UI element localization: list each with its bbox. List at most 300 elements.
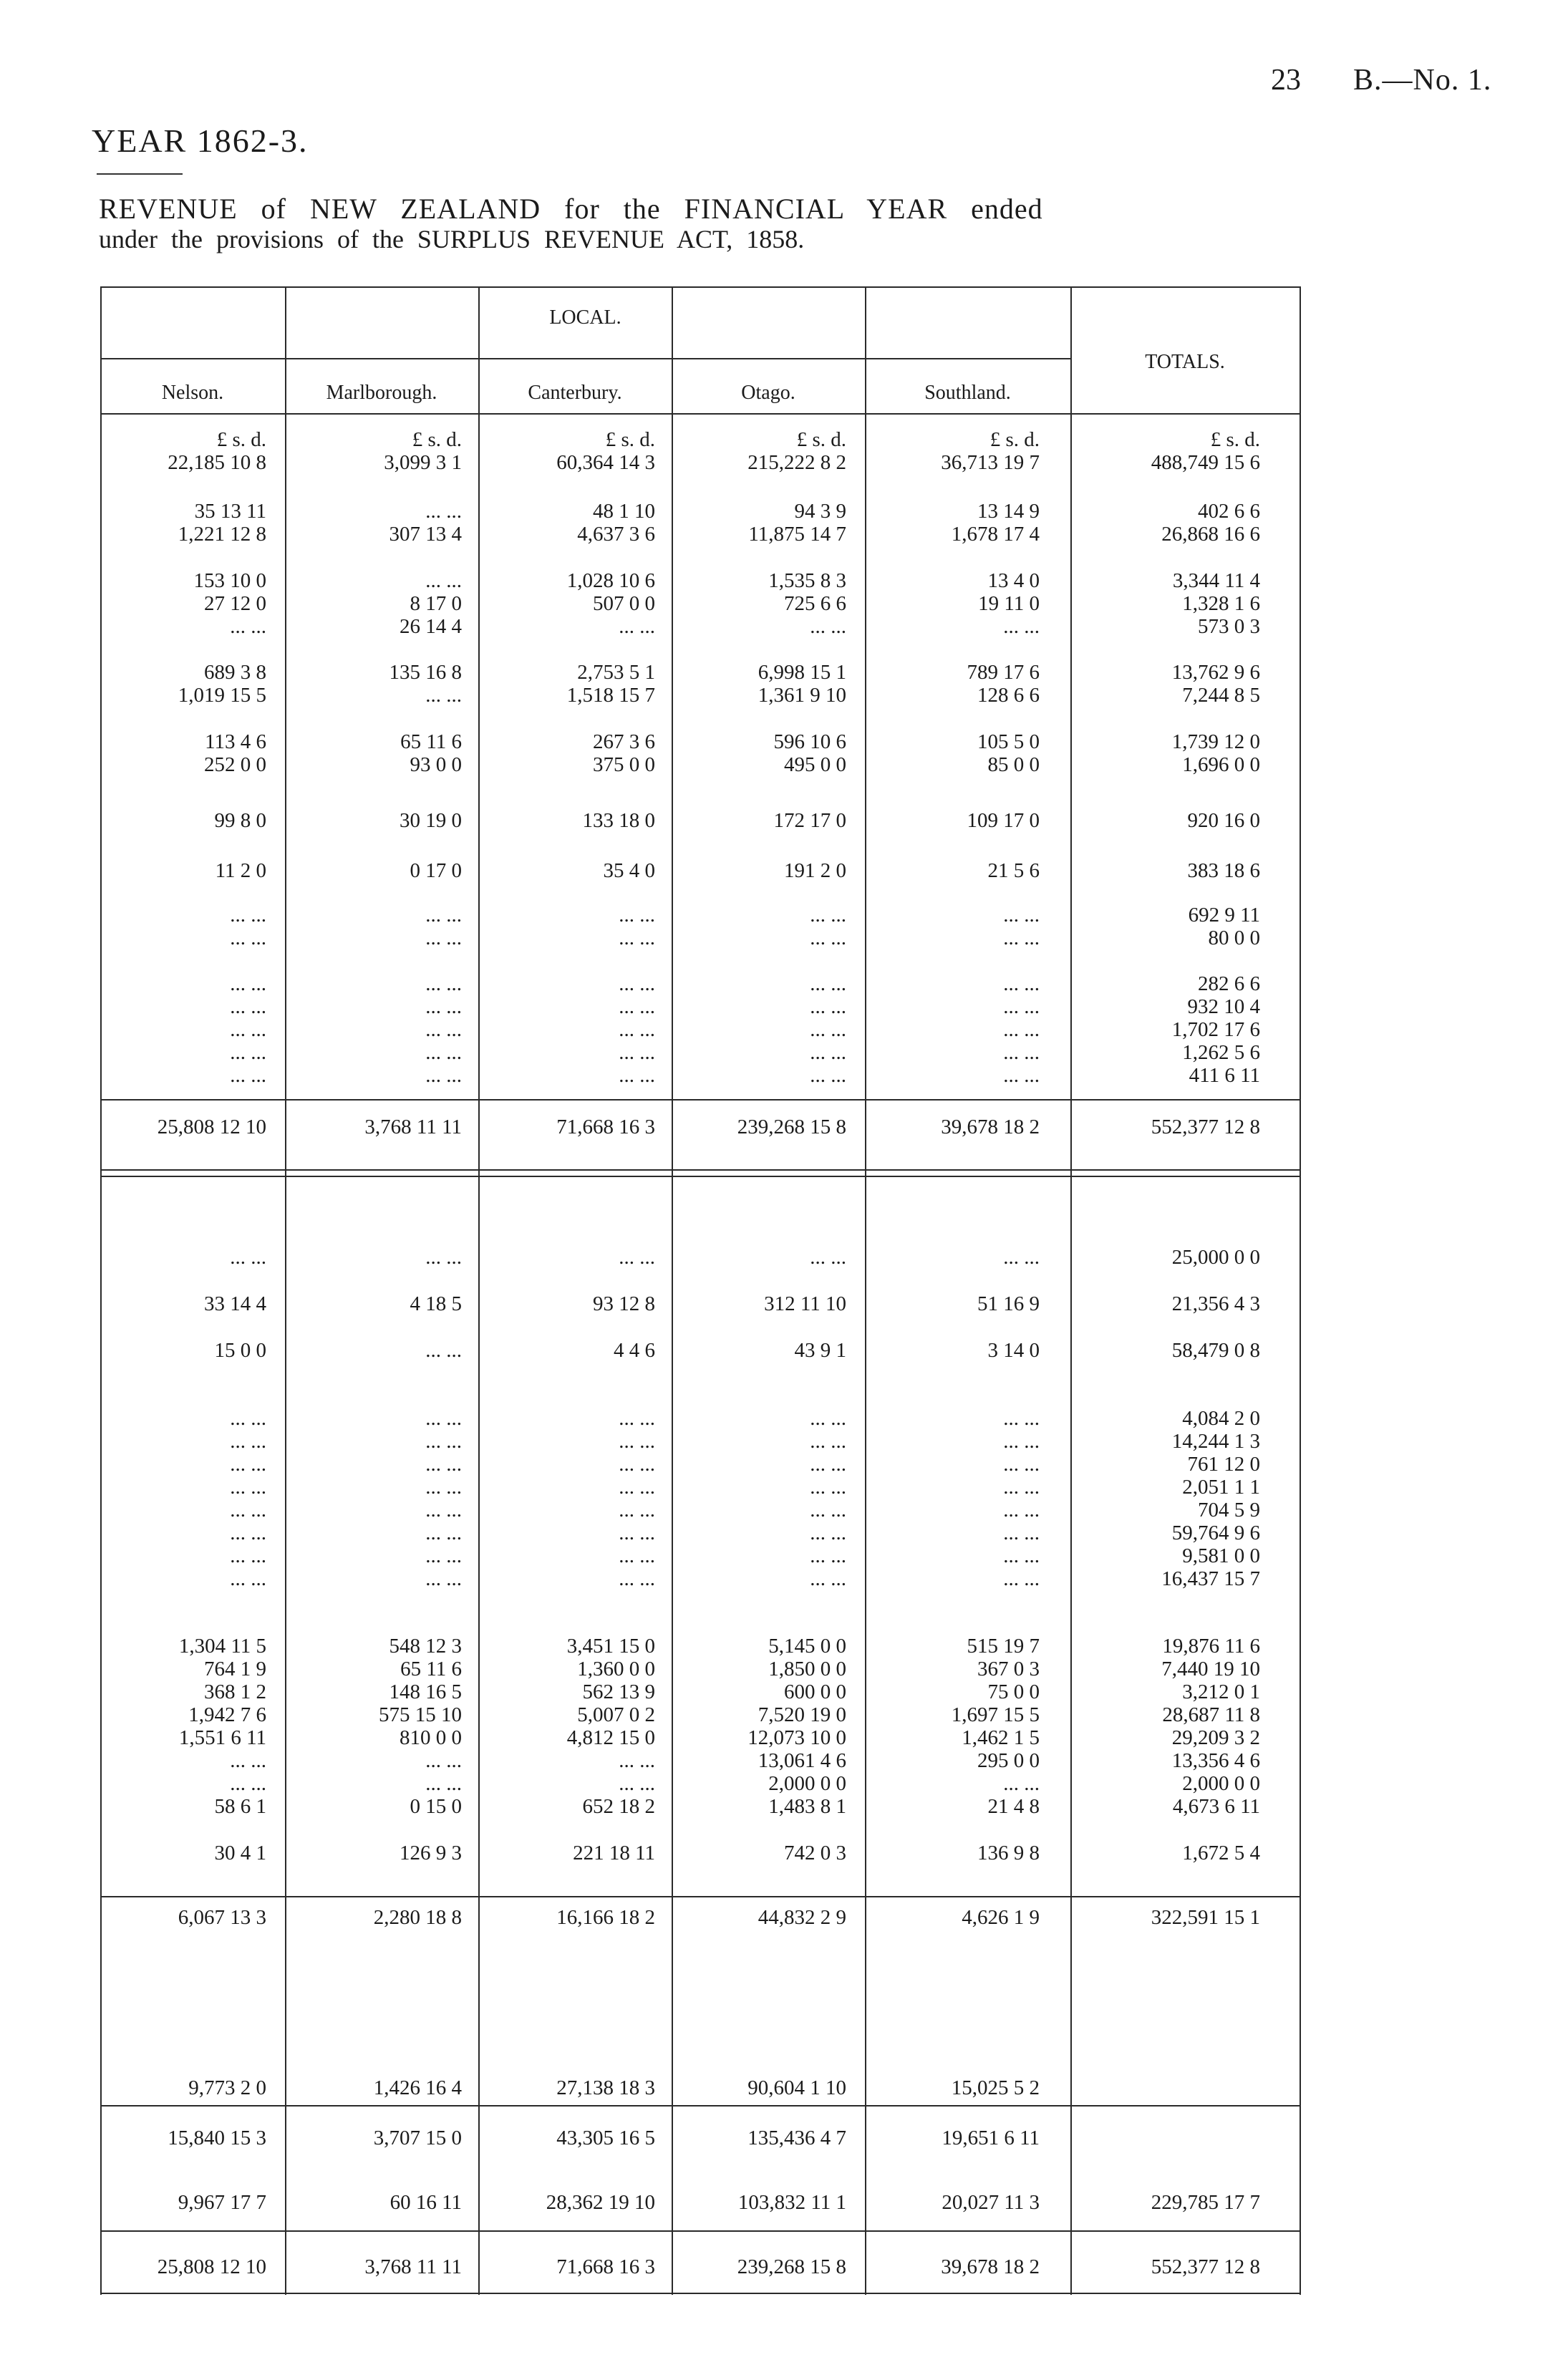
- table-cell: ... ...: [425, 684, 462, 707]
- table-cell: 15,840 15 3: [168, 2127, 266, 2149]
- table-cell: 113 4 6: [205, 730, 266, 753]
- table-row: [0, 753, 1310, 776]
- table-cell: 136 9 8: [977, 1842, 1040, 1864]
- table-cell: 80 0 0: [1208, 927, 1260, 949]
- table-cell: 71,668 16 3: [556, 2255, 655, 2278]
- column-header-marlborough: Marlborough.: [326, 382, 437, 404]
- table-cell: 85 0 0: [987, 753, 1040, 776]
- table-cell: ... ...: [230, 972, 266, 995]
- table-cell: ... ...: [1003, 1499, 1040, 1522]
- table-cell: 596 10 6: [773, 730, 846, 753]
- table-cell: 600 0 0: [784, 1680, 846, 1703]
- table-cell: ... ...: [619, 1567, 655, 1590]
- table-cell: ... ...: [425, 1476, 462, 1499]
- table-cell: 8 17 0: [410, 592, 462, 615]
- table-cell: 19 11 0: [978, 592, 1040, 615]
- table-cell: 575 15 10: [379, 1703, 462, 1726]
- table-row: [0, 809, 1310, 832]
- table-cell: ... ...: [230, 1499, 266, 1522]
- table-cell: ... ...: [1003, 1430, 1040, 1453]
- table-cell: 21,356 4 3: [1171, 1292, 1260, 1315]
- table-cell: 14,244 1 3: [1171, 1430, 1260, 1453]
- table-cell: ... ...: [230, 1522, 266, 1544]
- table-cell: 59,764 9 6: [1171, 1522, 1260, 1544]
- table-cell: 135,436 4 7: [747, 2127, 846, 2149]
- table-cell: 13,061 4 6: [758, 1749, 846, 1772]
- table-cell: ... ...: [619, 1522, 655, 1544]
- table-cell: 28,362 19 10: [546, 2191, 655, 2214]
- table-cell: 0 15 0: [410, 1795, 462, 1818]
- document-reference: B.—No. 1.: [1353, 64, 1492, 97]
- table-cell: 3,212 0 1: [1182, 1680, 1260, 1703]
- table-cell: ... ...: [230, 1064, 266, 1087]
- unit-header: £ s. d.: [412, 428, 462, 451]
- table-cell: 1,019 15 5: [178, 684, 266, 707]
- header-bottom-rule: [100, 413, 1300, 415]
- table-cell: 4,626 1 9: [962, 1906, 1040, 1929]
- table-cell: 19,651 6 11: [942, 2127, 1040, 2149]
- table-cell: 252 0 0: [204, 753, 266, 776]
- table-cell: 488,749 15 6: [1151, 451, 1260, 474]
- table-cell: 1,483 8 1: [768, 1795, 846, 1818]
- table-cell: 920 16 0: [1187, 809, 1260, 832]
- table-cell: ... ...: [810, 1453, 846, 1476]
- table-cell: 9,773 2 0: [188, 2076, 266, 2099]
- year-heading: YEAR 1862-3.: [92, 122, 309, 159]
- table-row: [0, 1772, 1310, 1795]
- table-row: [0, 1635, 1310, 1658]
- local-group-header: LOCAL.: [549, 306, 621, 329]
- table-cell: ... ...: [619, 1430, 655, 1453]
- table-row: [0, 859, 1310, 882]
- table-cell: 495 0 0: [784, 753, 846, 776]
- table-row: [0, 995, 1310, 1018]
- table-cell: ... ...: [425, 1041, 462, 1064]
- table-cell: 93 12 8: [593, 1292, 655, 1315]
- table-row: [0, 1064, 1310, 1087]
- table-cell: ... ...: [425, 1430, 462, 1453]
- table-row: [0, 1453, 1310, 1476]
- table-cell: ... ...: [619, 972, 655, 995]
- table-cell: ... ...: [230, 1772, 266, 1795]
- table-cell: ... ...: [810, 972, 846, 995]
- table-row: [0, 500, 1310, 523]
- table-cell: 109 17 0: [967, 809, 1040, 832]
- table-cell: ... ...: [230, 1430, 266, 1453]
- table-cell: 1,462 1 5: [962, 1726, 1040, 1749]
- table-cell: ... ...: [230, 904, 266, 927]
- table-cell: 3,344 11 4: [1172, 569, 1260, 592]
- table-cell: 1,304 11 5: [178, 1635, 266, 1658]
- table-cell: 573 0 3: [1198, 615, 1260, 638]
- table-cell: ... ...: [425, 972, 462, 995]
- table-row: [0, 615, 1310, 638]
- table-cell: 15 0 0: [214, 1339, 266, 1362]
- table-row: [0, 523, 1310, 546]
- table-cell: 5,145 0 0: [768, 1635, 846, 1658]
- table-cell: 133 18 0: [582, 809, 655, 832]
- table-cell: 172 17 0: [773, 809, 846, 832]
- table-row: [0, 1018, 1310, 1041]
- table-cell: 16,166 18 2: [556, 1906, 655, 1929]
- table-cell: 4 18 5: [410, 1292, 462, 1315]
- table-cell: 1,942 7 6: [188, 1703, 266, 1726]
- table-row: [0, 927, 1310, 949]
- table-cell: 4,812 15 0: [566, 1726, 655, 1749]
- table-cell: 20,027 11 3: [942, 2191, 1040, 2214]
- table-cell: 43 9 1: [794, 1339, 846, 1362]
- table-cell: 21 4 8: [987, 1795, 1040, 1818]
- table-cell: 3,768 11 11: [364, 1116, 462, 1138]
- table-cell: 13,356 4 6: [1171, 1749, 1260, 1772]
- table-row: [0, 1041, 1310, 1064]
- table-cell: 28,687 11 8: [1162, 1703, 1260, 1726]
- table-cell: 26 14 4: [400, 615, 462, 638]
- table-row: [0, 904, 1310, 927]
- table-cell: ... ...: [1003, 972, 1040, 995]
- table-cell: ... ...: [619, 1749, 655, 1772]
- unit-header: £ s. d.: [1210, 428, 1260, 451]
- unit-header: £ s. d.: [796, 428, 846, 451]
- table-cell: 26,868 16 6: [1161, 523, 1260, 546]
- table-cell: 2,280 18 8: [373, 1906, 462, 1929]
- table-cell: ... ...: [619, 1246, 655, 1269]
- table-cell: ... ...: [230, 1018, 266, 1041]
- unit-header: £ s. d.: [989, 428, 1040, 451]
- table-cell: 239,268 15 8: [737, 2255, 846, 2278]
- table-cell: 810 0 0: [400, 1726, 462, 1749]
- totals-column-header: TOTALS.: [1145, 351, 1225, 373]
- table-cell: ... ...: [425, 1339, 462, 1362]
- table-row: [0, 1749, 1310, 1772]
- table-cell: ... ...: [1003, 1246, 1040, 1269]
- table-row: [0, 1407, 1310, 1430]
- table-cell: ... ...: [230, 1567, 266, 1590]
- table-row: [0, 730, 1310, 753]
- table-row: [0, 1842, 1310, 1864]
- table-cell: 12,073 10 0: [747, 1726, 846, 1749]
- table-cell: 1,221 12 8: [178, 523, 266, 546]
- table-cell: ... ...: [619, 1544, 655, 1567]
- heading-rule: [97, 173, 183, 175]
- total-rule: [100, 2230, 1300, 2232]
- table-cell: ... ...: [619, 1453, 655, 1476]
- table-row: [0, 684, 1310, 707]
- table-cell: 135 16 8: [389, 661, 462, 684]
- table-cell: 16,437 15 7: [1161, 1567, 1260, 1590]
- table-cell: 25,000 0 0: [1171, 1246, 1260, 1269]
- table-cell: ... ...: [425, 1544, 462, 1567]
- table-cell: ... ...: [425, 569, 462, 592]
- table-cell: ... ...: [230, 995, 266, 1018]
- table-cell: 3,768 11 11: [364, 2255, 462, 2278]
- table-cell: 6,998 15 1: [758, 661, 846, 684]
- table-cell: ... ...: [810, 1544, 846, 1567]
- table-cell: 51 16 9: [977, 1292, 1040, 1315]
- table-cell: 552,377 12 8: [1151, 2255, 1260, 2278]
- table-row: [0, 592, 1310, 615]
- table-cell: 552,377 12 8: [1151, 1116, 1260, 1138]
- table-cell: 375 0 0: [593, 753, 655, 776]
- table-row: [0, 1430, 1310, 1453]
- table-cell: 153 10 0: [193, 569, 266, 592]
- table-cell: ... ...: [810, 615, 846, 638]
- local-group-rule: [100, 358, 1070, 359]
- table-cell: 35 13 11: [194, 500, 266, 523]
- table-row: [0, 1544, 1310, 1567]
- table-cell: 75 0 0: [987, 1680, 1040, 1703]
- table-row: [0, 1522, 1310, 1544]
- table-cell: ... ...: [1003, 1772, 1040, 1795]
- table-cell: 39,678 18 2: [941, 1116, 1040, 1138]
- table-cell: ... ...: [425, 1749, 462, 1772]
- table-cell: 1,739 12 0: [1171, 730, 1260, 753]
- table-cell: ... ...: [425, 1522, 462, 1544]
- table-cell: 742 0 3: [784, 1842, 846, 1864]
- table-cell: 704 5 9: [1198, 1499, 1260, 1522]
- table-cell: 2,051 1 1: [1182, 1476, 1260, 1499]
- table-cell: ... ...: [425, 995, 462, 1018]
- table-cell: 322,591 15 1: [1151, 1906, 1260, 1929]
- table-row: [0, 1795, 1310, 1818]
- table-cell: 29,209 3 2: [1171, 1726, 1260, 1749]
- table-cell: ... ...: [619, 1407, 655, 1430]
- table-row: [0, 1476, 1310, 1499]
- table-cell: 2,000 0 0: [768, 1772, 846, 1795]
- table-cell: ... ...: [619, 615, 655, 638]
- section-double-rule-2: [100, 1176, 1300, 1177]
- table-row: [0, 2076, 1310, 2099]
- table-title-line-2: under the provisions of the SURPLUS REVENUE ACT, 1858.: [99, 225, 805, 253]
- table-cell: ... ...: [619, 1018, 655, 1041]
- table-cell: 33 14 4: [204, 1292, 266, 1315]
- table-cell: 7,440 19 10: [1161, 1658, 1260, 1680]
- table-cell: 3,707 15 0: [373, 2127, 462, 2149]
- table-cell: 692 9 11: [1188, 904, 1260, 927]
- table-cell: 60 16 11: [389, 2191, 462, 2214]
- column-header-canterbury: Canterbury.: [528, 382, 622, 404]
- table-cell: 90,604 1 10: [747, 2076, 846, 2099]
- table-cell: ... ...: [230, 1544, 266, 1567]
- table-cell: 128 6 6: [977, 684, 1040, 707]
- table-cell: 383 18 6: [1187, 859, 1260, 882]
- table-top-rule: [100, 286, 1300, 288]
- table-cell: ... ...: [810, 995, 846, 1018]
- table-cell: ... ...: [425, 927, 462, 949]
- table-row: [0, 1906, 1310, 1929]
- table-cell: 548 12 3: [389, 1635, 462, 1658]
- table-cell: 25,808 12 10: [157, 2255, 266, 2278]
- table-cell: 1,028 10 6: [566, 569, 655, 592]
- table-cell: 2,000 0 0: [1182, 1772, 1260, 1795]
- table-row: [0, 1726, 1310, 1749]
- table-cell: ... ...: [810, 927, 846, 949]
- table-cell: ... ...: [1003, 1041, 1040, 1064]
- table-cell: ... ...: [810, 1476, 846, 1499]
- table-row: [0, 1703, 1310, 1726]
- table-cell: ... ...: [619, 1499, 655, 1522]
- table-cell: 43,305 16 5: [556, 2127, 655, 2149]
- table-cell: ... ...: [425, 1407, 462, 1430]
- table-cell: ... ...: [1003, 1522, 1040, 1544]
- table-cell: ... ...: [1003, 1567, 1040, 1590]
- table-cell: ... ...: [1003, 1407, 1040, 1430]
- table-cell: 44,832 2 9: [758, 1906, 846, 1929]
- table-cell: 93 0 0: [410, 753, 462, 776]
- table-cell: 368 1 2: [204, 1680, 266, 1703]
- table-cell: 7,244 8 5: [1182, 684, 1260, 707]
- table-cell: 307 13 4: [389, 523, 462, 546]
- table-cell: 515 19 7: [967, 1635, 1040, 1658]
- table-cell: 295 0 0: [977, 1749, 1040, 1772]
- table-cell: 9,967 17 7: [178, 2191, 266, 2214]
- table-cell: ... ...: [810, 1246, 846, 1269]
- table-cell: 507 0 0: [593, 592, 655, 615]
- table-row: [0, 1339, 1310, 1362]
- table-cell: 1,702 17 6: [1171, 1018, 1260, 1041]
- table-row: [0, 1499, 1310, 1522]
- table-row: [0, 2191, 1310, 2214]
- table-cell: ... ...: [1003, 1476, 1040, 1499]
- table-cell: ... ...: [810, 1499, 846, 1522]
- table-row: [0, 1680, 1310, 1703]
- table-cell: 11 2 0: [215, 859, 266, 882]
- table-cell: 65 11 6: [400, 730, 462, 753]
- table-cell: 0 17 0: [410, 859, 462, 882]
- table-cell: 103,832 11 1: [737, 2191, 846, 2214]
- table-cell: 99 8 0: [214, 809, 266, 832]
- table-cell: 13,762 9 6: [1171, 661, 1260, 684]
- table-cell: 3,451 15 0: [566, 1635, 655, 1658]
- table-cell: 402 6 6: [1198, 500, 1260, 523]
- table-cell: 725 6 6: [784, 592, 846, 615]
- table-cell: 9,581 0 0: [1182, 1544, 1260, 1567]
- table-cell: ... ...: [425, 500, 462, 523]
- table-row: [0, 451, 1310, 474]
- table-cell: 1,360 0 0: [577, 1658, 655, 1680]
- unit-header: £ s. d.: [216, 428, 266, 451]
- table-cell: 65 11 6: [400, 1658, 462, 1680]
- table-cell: 229,785 17 7: [1151, 2191, 1260, 2214]
- table-cell: 25,808 12 10: [157, 1116, 266, 1138]
- table-cell: ... ...: [425, 1018, 462, 1041]
- table-cell: ... ...: [1003, 927, 1040, 949]
- table-cell: 764 1 9: [204, 1658, 266, 1680]
- table-cell: 48 1 10: [593, 500, 655, 523]
- table-cell: ... ...: [810, 1407, 846, 1430]
- table-cell: 689 3 8: [204, 661, 266, 684]
- table-cell: 35 4 0: [603, 859, 655, 882]
- table-cell: 1,678 17 4: [951, 523, 1040, 546]
- table-cell: ... ...: [230, 615, 266, 638]
- table-cell: 11,875 14 7: [748, 523, 846, 546]
- table-row: [0, 972, 1310, 995]
- table-cell: ... ...: [810, 904, 846, 927]
- table-cell: ... ...: [425, 1499, 462, 1522]
- section-double-rule-1: [100, 1169, 1300, 1171]
- table-cell: ... ...: [1003, 1453, 1040, 1476]
- table-cell: 191 2 0: [784, 859, 846, 882]
- table-cell: ... ...: [230, 1407, 266, 1430]
- table-cell: 7,520 19 0: [758, 1703, 846, 1726]
- subtotal-rule: [100, 2105, 1300, 2106]
- table-cell: ... ...: [425, 1772, 462, 1795]
- table-cell: 71,668 16 3: [556, 1116, 655, 1138]
- table-cell: ... ...: [1003, 995, 1040, 1018]
- table-cell: 148 16 5: [389, 1680, 462, 1703]
- table-cell: ... ...: [230, 1453, 266, 1476]
- table-row: [0, 1658, 1310, 1680]
- table-cell: 1,672 5 4: [1182, 1842, 1260, 1864]
- table-cell: ... ...: [230, 1749, 266, 1772]
- table-cell: 4,084 2 0: [1182, 1407, 1260, 1430]
- table-cell: ... ...: [425, 1567, 462, 1590]
- table-cell: ... ...: [619, 1772, 655, 1795]
- table-cell: 4,673 6 11: [1172, 1795, 1260, 1818]
- table-cell: ... ...: [810, 1430, 846, 1453]
- table-cell: ... ...: [1003, 904, 1040, 927]
- table-cell: 4,637 3 6: [577, 523, 655, 546]
- table-bottom-rule: [100, 2293, 1300, 2294]
- table-cell: 411 6 11: [1189, 1064, 1260, 1087]
- table-cell: 105 5 0: [977, 730, 1040, 753]
- table-cell: 1,551 6 11: [178, 1726, 266, 1749]
- table-cell: ... ...: [810, 1018, 846, 1041]
- table-cell: ... ...: [810, 1567, 846, 1590]
- table-cell: ... ...: [1003, 1018, 1040, 1041]
- table-cell: ... ...: [230, 1041, 266, 1064]
- table-cell: ... ...: [619, 904, 655, 927]
- table-cell: ... ...: [619, 927, 655, 949]
- column-header-otago: Otago.: [741, 382, 795, 404]
- table-cell: 562 13 9: [582, 1680, 655, 1703]
- table-cell: 94 3 9: [794, 500, 846, 523]
- table-row: [0, 1116, 1310, 1138]
- table-row: [0, 661, 1310, 684]
- table-cell: 2,753 5 1: [577, 661, 655, 684]
- table-cell: 1,328 1 6: [1182, 592, 1260, 615]
- table-cell: ... ...: [619, 995, 655, 1018]
- table-cell: 22,185 10 8: [168, 451, 266, 474]
- table-cell: 15,025 5 2: [951, 2076, 1040, 2099]
- unit-header: £ s. d.: [605, 428, 655, 451]
- page-number: 23: [1271, 64, 1301, 97]
- table-cell: ... ...: [425, 904, 462, 927]
- table-cell: ... ...: [1003, 1064, 1040, 1087]
- table-cell: 36,713 19 7: [941, 451, 1040, 474]
- table-cell: 789 17 6: [967, 661, 1040, 684]
- table-row: [0, 1292, 1310, 1315]
- table-row: [0, 1567, 1310, 1590]
- table-cell: 13 14 9: [977, 500, 1040, 523]
- table-cell: ... ...: [619, 1476, 655, 1499]
- table-cell: 1,535 8 3: [768, 569, 846, 592]
- table-cell: 30 19 0: [400, 809, 462, 832]
- table-row: [0, 2127, 1310, 2149]
- table-cell: 1,426 16 4: [373, 2076, 462, 2099]
- table-cell: 58 6 1: [214, 1795, 266, 1818]
- table-row: [0, 1246, 1310, 1269]
- table-cell: 215,222 8 2: [747, 451, 846, 474]
- subtotal-rule: [100, 1099, 1300, 1101]
- table-cell: 3,099 3 1: [384, 451, 462, 474]
- table-title-line-1: REVENUE of NEW ZEALAND for the FINANCIAL YEAR ended: [99, 193, 1043, 225]
- table-cell: 367 0 3: [977, 1658, 1040, 1680]
- table-cell: 30 4 1: [214, 1842, 266, 1864]
- table-cell: ... ...: [230, 927, 266, 949]
- table-cell: 60,364 14 3: [556, 451, 655, 474]
- column-header-nelson: Nelson.: [161, 382, 224, 404]
